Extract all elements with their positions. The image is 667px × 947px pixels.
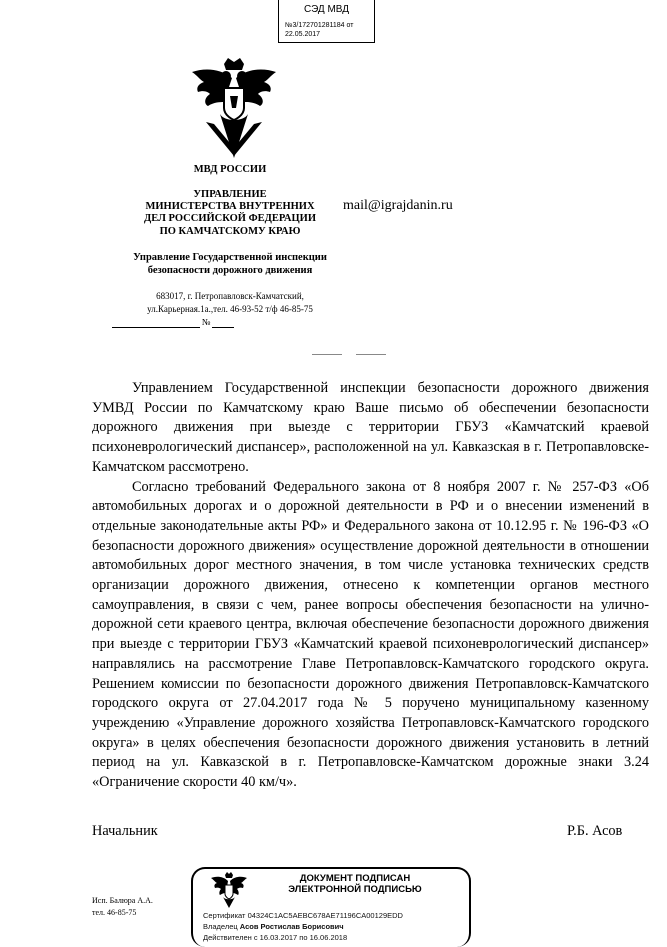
esig-title-line-2: ЭЛЕКТРОННОЙ ПОДПИСЬЮ — [288, 884, 422, 895]
subdept-line-2: безопасности дорожного движения — [147, 265, 313, 276]
sed-stamp-title: СЭД МВД — [303, 4, 350, 15]
esig-emblem-icon — [211, 872, 247, 908]
dept-line-1: УПРАВЛЕНИЕ — [193, 189, 267, 200]
esig-cert-value: 04324C1AC5AEBC678AE71196CA00129EDD — [247, 911, 403, 920]
number-underline — [212, 327, 234, 328]
signer-name: Р.Б. Асов — [567, 823, 623, 839]
esig-owner-row — [203, 922, 344, 931]
executor-name: Исп. Балюра А.А. — [92, 896, 153, 905]
esig-title-line-1: ДОКУМЕНТ ПОДПИСАН — [299, 873, 411, 884]
esig-cert-row — [203, 911, 403, 920]
date-underline — [112, 327, 200, 328]
paragraph-2: Согласно требований Федерального закона от 8 ноября 2007 г. № 257-ФЗ «Об автомобильных дорогах и о дорожной деятельности в РФ и о внесении изменений в отдельные законодательные акты РФ» и Федерального закона от 10.12.95 г. № 196-ФЗ «О безопасности дорожного движения» осуществление дорожной деятельности в отношении автомобильных дорог местного значения, в том числе установка технических средств организации дорожного движения, отнесено к компетенции органов местного самоуправления, в связи с чем, ранее вопросы обеспечения безопасности на улично-дорожной сети краевого центра, включая обеспечение безопасности дорожного движения при выезде с территории ГБУЗ «Камчатский краевой психоневрологический диспансер» направлялись на рассмотрение Главе Петропавловск-Камчатского городского округа. Решением комиссии по безопасности дорожного движения Петропавловск-Камчатского городского округа от 27.04.2017 года № 5 поручено муниципальному казенному учреждению «Управление дорожного хозяйства Петропавловск-Камчатского городского округа» в целях обеспечения безопасности дорожного движения установить в летний период на ул. Кавказской в г. Петропавловске-Камчатском дорожные знаки 3.24 «Ограничение скорости 40 км/ч». — [92, 478, 649, 791]
sed-registration-stamp — [278, 0, 375, 43]
dept-line-3: ДЕЛ РОССИЙСКОЙ ФЕДЕРАЦИИ — [144, 213, 316, 224]
sed-stamp-number: №3/172701281184 от — [285, 22, 354, 29]
subdept-line-1: Управление Государственной инспекции — [133, 252, 327, 263]
letter-body — [92, 379, 649, 793]
address-line-1: 683017, г. Петропавловск-Камчатский, — [156, 291, 304, 301]
number-label: № — [201, 317, 211, 327]
ref-line-1 — [312, 354, 342, 355]
executor-info — [92, 895, 153, 919]
dept-line-2: МИНИСТЕРСТВА ВНУТРЕННИХ — [145, 201, 315, 212]
signer-position: Начальник — [92, 823, 158, 839]
electronic-signature-stamp — [191, 867, 471, 947]
recipient-email: mail@igrajdanin.ru — [343, 198, 453, 213]
esig-cert-label: Сертификат — [203, 911, 246, 920]
org-name: МВД РОССИИ — [193, 164, 267, 175]
dept-line-4: ПО КАМЧАТСКОМУ КРАЮ — [159, 226, 301, 237]
esig-title — [255, 873, 455, 895]
esig-owner-value: Асов Ростислав Борисович — [239, 922, 344, 931]
executor-phone: тел. 46-85-75 — [92, 908, 137, 917]
paragraph-1: Управлением Государственной инспекции безопасности дорожного движения УМВД России по Камчатскому краю Ваше письмо об обеспечении безопасности дорожного движения при выезде с территории ГБУЗ «Камчатский краевой психоневрологический диспансер», расположенной на ул. Кавказская в г. Петропавловске-Камчатском рассмотрено. — [92, 380, 649, 475]
esig-owner-label: Владелец — [203, 922, 238, 931]
address-line-2: ул.Карьерная.1а.,тел. 46-93-52 т/ф 46-85-75 — [147, 304, 313, 314]
ref-line-2 — [356, 354, 386, 355]
esig-valid-row: Действителен с 16.03.2017 по 16.06.2018 — [203, 933, 348, 942]
mvd-emblem-icon — [190, 58, 278, 162]
sed-stamp-date: 22.05.2017 — [285, 31, 321, 38]
